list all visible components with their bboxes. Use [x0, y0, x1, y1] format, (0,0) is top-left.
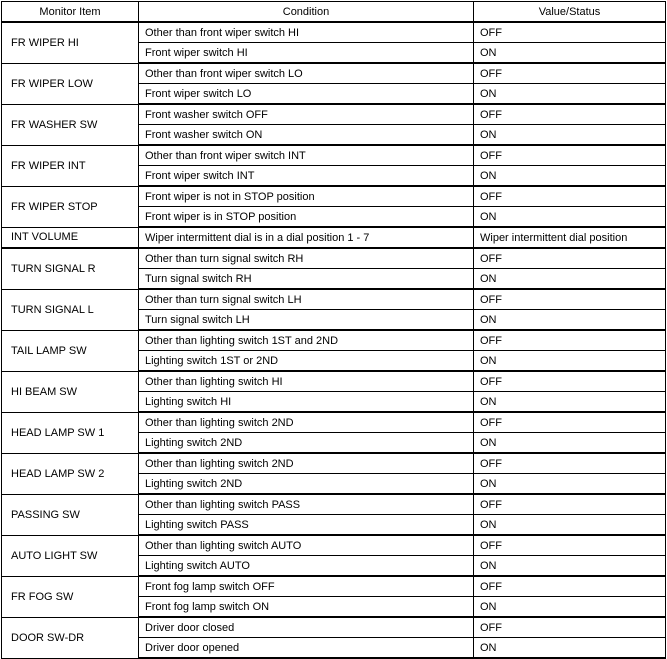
- monitor-item-cell: TAIL LAMP SW: [2, 330, 139, 371]
- condition-cell: Other than front wiper switch INT: [139, 145, 474, 166]
- table-body: [2, 22, 666, 658]
- header-monitor-item: Monitor Item: [2, 2, 139, 23]
- condition-cell: Lighting switch PASS: [139, 515, 474, 536]
- header-value-status: Value/Status: [474, 2, 666, 23]
- condition-cell: Other than lighting switch AUTO: [139, 535, 474, 556]
- condition-cell: Lighting switch AUTO: [139, 556, 474, 577]
- monitor-item-cell: DOOR SW-DR: [2, 617, 139, 658]
- table-row: [2, 248, 666, 269]
- condition-cell: Lighting switch 2ND: [139, 474, 474, 495]
- monitor-item-cell: FR WIPER INT: [2, 145, 139, 186]
- condition-cell: Other than lighting switch HI: [139, 371, 474, 392]
- value-status-cell: ON: [474, 433, 666, 454]
- value-status-cell: ON: [474, 207, 666, 228]
- condition-cell: Other than lighting switch PASS: [139, 494, 474, 515]
- condition-cell: Turn signal switch LH: [139, 310, 474, 331]
- monitor-item-cell: AUTO LIGHT SW: [2, 535, 139, 576]
- value-status-cell: OFF: [474, 186, 666, 207]
- value-status-cell: ON: [474, 125, 666, 146]
- table-row: [2, 186, 666, 207]
- table-row: [2, 330, 666, 351]
- value-status-cell: ON: [474, 84, 666, 105]
- header-condition: Condition: [139, 2, 474, 23]
- value-status-cell: ON: [474, 474, 666, 495]
- table-row: [2, 145, 666, 166]
- value-status-cell: OFF: [474, 371, 666, 392]
- monitor-item-cell: TURN SIGNAL L: [2, 289, 139, 330]
- table-row: [2, 535, 666, 556]
- condition-cell: Driver door opened: [139, 638, 474, 659]
- value-status-cell: OFF: [474, 104, 666, 125]
- condition-cell: Front wiper switch INT: [139, 166, 474, 187]
- condition-cell: Turn signal switch RH: [139, 269, 474, 290]
- value-status-cell: OFF: [474, 145, 666, 166]
- value-status-cell: OFF: [474, 494, 666, 515]
- condition-cell: Driver door closed: [139, 617, 474, 638]
- value-status-cell: ON: [474, 597, 666, 618]
- table-row: [2, 63, 666, 84]
- value-status-cell: OFF: [474, 248, 666, 269]
- value-status-cell: ON: [474, 515, 666, 536]
- value-status-cell: OFF: [474, 617, 666, 638]
- value-status-cell: ON: [474, 351, 666, 372]
- condition-cell: Front washer switch OFF: [139, 104, 474, 125]
- monitor-item-cell: HI BEAM SW: [2, 371, 139, 412]
- condition-cell: Front fog lamp switch OFF: [139, 576, 474, 597]
- monitor-item-cell: FR WIPER LOW: [2, 63, 139, 104]
- table-row: [2, 371, 666, 392]
- condition-cell: Other than lighting switch 1ST and 2ND: [139, 330, 474, 351]
- value-status-cell: ON: [474, 166, 666, 187]
- value-status-cell: ON: [474, 269, 666, 290]
- monitor-item-cell: HEAD LAMP SW 1: [2, 412, 139, 453]
- condition-cell: Front wiper is in STOP position: [139, 207, 474, 228]
- table-header-row: [2, 2, 666, 23]
- value-status-cell: OFF: [474, 63, 666, 84]
- monitor-item-cell: PASSING SW: [2, 494, 139, 535]
- condition-cell: Front fog lamp switch ON: [139, 597, 474, 618]
- monitor-item-cell: INT VOLUME: [2, 227, 139, 248]
- monitor-item-cell: FR WASHER SW: [2, 104, 139, 145]
- condition-cell: Lighting switch HI: [139, 392, 474, 413]
- table-row: [2, 576, 666, 597]
- table-row: [2, 104, 666, 125]
- condition-cell: Other than lighting switch 2ND: [139, 453, 474, 474]
- condition-cell: Wiper intermittent dial is in a dial position 1 - 7: [139, 227, 474, 248]
- table-row: [2, 289, 666, 310]
- value-status-cell: OFF: [474, 412, 666, 433]
- value-status-cell: ON: [474, 43, 666, 64]
- value-status-cell: ON: [474, 392, 666, 413]
- monitor-item-table: [1, 1, 666, 659]
- monitor-item-cell: FR WIPER STOP: [2, 186, 139, 227]
- condition-cell: Front wiper switch HI: [139, 43, 474, 64]
- value-status-cell: Wiper intermittent dial position: [474, 227, 666, 248]
- value-status-cell: ON: [474, 556, 666, 577]
- value-status-cell: OFF: [474, 535, 666, 556]
- value-status-cell: OFF: [474, 289, 666, 310]
- condition-cell: Other than front wiper switch LO: [139, 63, 474, 84]
- table-row: [2, 22, 666, 43]
- condition-cell: Other than turn signal switch LH: [139, 289, 474, 310]
- condition-cell: Front wiper is not in STOP position: [139, 186, 474, 207]
- table-row: [2, 412, 666, 433]
- condition-cell: Other than turn signal switch RH: [139, 248, 474, 269]
- value-status-cell: OFF: [474, 453, 666, 474]
- value-status-cell: OFF: [474, 330, 666, 351]
- value-status-cell: ON: [474, 638, 666, 659]
- table-row: [2, 494, 666, 515]
- value-status-cell: OFF: [474, 22, 666, 43]
- monitor-item-cell: HEAD LAMP SW 2: [2, 453, 139, 494]
- table-row: [2, 453, 666, 474]
- monitor-item-cell: FR FOG SW: [2, 576, 139, 617]
- condition-cell: Front wiper switch LO: [139, 84, 474, 105]
- condition-cell: Other than lighting switch 2ND: [139, 412, 474, 433]
- condition-cell: Lighting switch 1ST or 2ND: [139, 351, 474, 372]
- condition-cell: Other than front wiper switch HI: [139, 22, 474, 43]
- monitor-item-cell: FR WIPER HI: [2, 22, 139, 63]
- value-status-cell: OFF: [474, 576, 666, 597]
- table-row: [2, 617, 666, 638]
- condition-cell: Lighting switch 2ND: [139, 433, 474, 454]
- table-row: [2, 227, 666, 248]
- monitor-item-cell: TURN SIGNAL R: [2, 248, 139, 289]
- condition-cell: Front washer switch ON: [139, 125, 474, 146]
- value-status-cell: ON: [474, 310, 666, 331]
